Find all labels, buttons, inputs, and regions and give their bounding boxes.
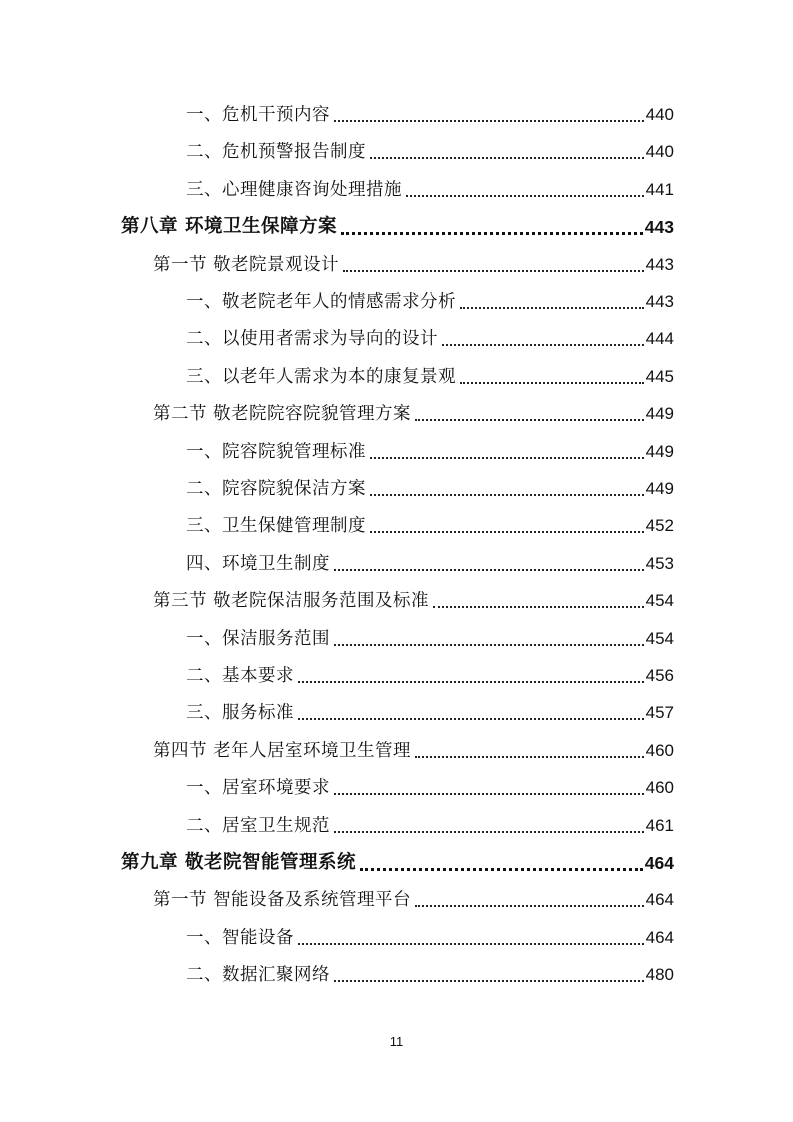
toc-entry-page: 444 xyxy=(645,329,674,349)
toc-entry-title: 一、院容院貌管理标准 xyxy=(186,441,366,462)
toc-entry-page: 464 xyxy=(645,927,674,947)
toc-chapter-row[interactable] xyxy=(121,849,674,877)
toc-item-row[interactable] xyxy=(186,961,674,989)
toc-entry-page: 443 xyxy=(645,292,674,311)
toc-entry-title: 三、心理健康咨询处理措施 xyxy=(186,179,402,200)
toc-entry-title: 二、危机预警报告制度 xyxy=(186,142,366,163)
toc-item-row[interactable] xyxy=(186,550,674,578)
toc-entry-page: 457 xyxy=(645,703,674,723)
toc-entry-page: 464 xyxy=(644,853,674,873)
toc-entry-page: 460 xyxy=(645,740,674,760)
dot-leader xyxy=(298,680,644,683)
toc-entry-page: 453 xyxy=(645,553,674,573)
toc-entry-title: 一、居室环境要求 xyxy=(186,778,330,799)
toc-entry-page: 452 xyxy=(645,516,674,536)
dot-leader xyxy=(415,418,644,421)
toc-entry-page: 443 xyxy=(645,254,674,274)
toc-item-row[interactable] xyxy=(186,363,674,391)
page-number: 11 xyxy=(389,1034,404,1049)
toc-item-row[interactable] xyxy=(186,438,674,466)
dot-leader xyxy=(334,643,644,646)
toc-item-row[interactable] xyxy=(186,138,674,166)
dot-leader xyxy=(460,381,644,384)
toc-item-row[interactable] xyxy=(186,288,674,316)
toc-section-row[interactable] xyxy=(153,737,674,765)
toc-item-row[interactable] xyxy=(186,662,674,690)
toc-item-row[interactable] xyxy=(186,774,674,802)
toc-entry-page: 454 xyxy=(645,628,674,648)
toc-section-row[interactable] xyxy=(153,251,674,279)
toc-entry-page: 441 xyxy=(645,179,674,199)
toc-entry-page: 456 xyxy=(645,666,674,685)
dot-leader xyxy=(406,194,644,197)
toc-entry-page: 445 xyxy=(645,366,674,386)
toc-item-row[interactable] xyxy=(186,812,674,840)
dot-leader xyxy=(343,269,644,272)
dot-leader xyxy=(298,942,644,945)
toc-item-row[interactable] xyxy=(186,176,674,204)
toc-entry-title: 一、危机干预内容 xyxy=(186,105,330,125)
dot-leader xyxy=(433,605,644,608)
dot-leader xyxy=(334,792,644,795)
toc-entry-page: 440 xyxy=(645,105,674,124)
dot-leader xyxy=(298,717,644,720)
toc-entry-title: 二、院容院貌保洁方案 xyxy=(186,479,366,499)
dot-leader xyxy=(334,119,644,122)
toc-entry-page: 464 xyxy=(645,890,674,910)
toc-entry-page: 449 xyxy=(645,404,674,424)
dot-leader xyxy=(370,456,644,459)
toc-entry-title: 二、数据汇聚网络 xyxy=(186,965,330,986)
toc-entry-page: 480 xyxy=(645,965,674,985)
toc-section-row[interactable] xyxy=(153,400,674,428)
toc-entry-page: 454 xyxy=(645,591,674,611)
toc-section-row[interactable] xyxy=(153,886,674,914)
toc-entry-title: 三、以老年人需求为本的康复景观 xyxy=(186,366,456,387)
toc-entry-title: 三、服务标准 xyxy=(186,703,294,724)
toc-item-row[interactable] xyxy=(186,325,674,353)
toc-entry-title: 第二节 敬老院院容院貌管理方案 xyxy=(153,404,412,425)
toc-entry-title: 二、基本要求 xyxy=(186,666,294,686)
toc-entry-title: 二、居室卫生规范 xyxy=(186,815,330,836)
toc-entry-title: 第三节 敬老院保洁服务范围及标准 xyxy=(153,591,430,612)
toc-entry-page: 449 xyxy=(645,441,674,461)
dot-leader xyxy=(334,979,644,982)
toc-entry-title: 第一节 敬老院景观设计 xyxy=(153,254,340,275)
dot-leader xyxy=(341,231,643,235)
dot-leader xyxy=(370,530,644,533)
dot-leader xyxy=(370,493,644,496)
toc-entry-title: 一、敬老院老年人的情感需求分析 xyxy=(186,292,456,312)
toc-entry-page: 461 xyxy=(645,815,674,835)
toc-section-row[interactable] xyxy=(153,587,674,615)
dot-leader xyxy=(415,904,644,907)
toc-entry-title: 第九章 敬老院智能管理系统 xyxy=(121,852,356,873)
toc-entry-title: 第八章 环境卫生保障方案 xyxy=(121,216,337,238)
toc-item-row[interactable] xyxy=(186,101,674,129)
dot-leader xyxy=(370,156,644,159)
toc-item-row[interactable] xyxy=(186,625,674,653)
dot-leader xyxy=(460,306,644,309)
toc-entry-page: 460 xyxy=(645,778,674,798)
toc-entry-title: 三、卫生保健管理制度 xyxy=(186,516,366,537)
dot-leader xyxy=(334,568,644,571)
toc-entry-page: 440 xyxy=(645,142,674,162)
toc-entry-title: 第一节 智能设备及系统管理平台 xyxy=(153,890,412,911)
toc-item-row[interactable] xyxy=(186,512,674,540)
dot-leader xyxy=(360,867,643,871)
toc-chapter-row[interactable] xyxy=(121,213,674,241)
toc-entry-page: 449 xyxy=(645,479,674,498)
toc-entry-title: 第四节 老年人居室环境卫生管理 xyxy=(153,740,412,761)
toc-item-row[interactable] xyxy=(186,699,674,727)
toc-item-row[interactable] xyxy=(186,924,674,952)
toc-entry-title: 一、保洁服务范围 xyxy=(186,628,330,649)
toc-item-row[interactable] xyxy=(186,475,674,503)
toc-entry-page: 443 xyxy=(644,217,674,238)
toc-entry-title: 二、以使用者需求为导向的设计 xyxy=(186,329,438,350)
dot-leader xyxy=(442,343,644,346)
dot-leader xyxy=(415,755,644,758)
toc-entry-title: 一、智能设备 xyxy=(186,927,294,948)
toc-entry-title: 四、环境卫生制度 xyxy=(186,553,330,574)
dot-leader xyxy=(334,830,644,833)
